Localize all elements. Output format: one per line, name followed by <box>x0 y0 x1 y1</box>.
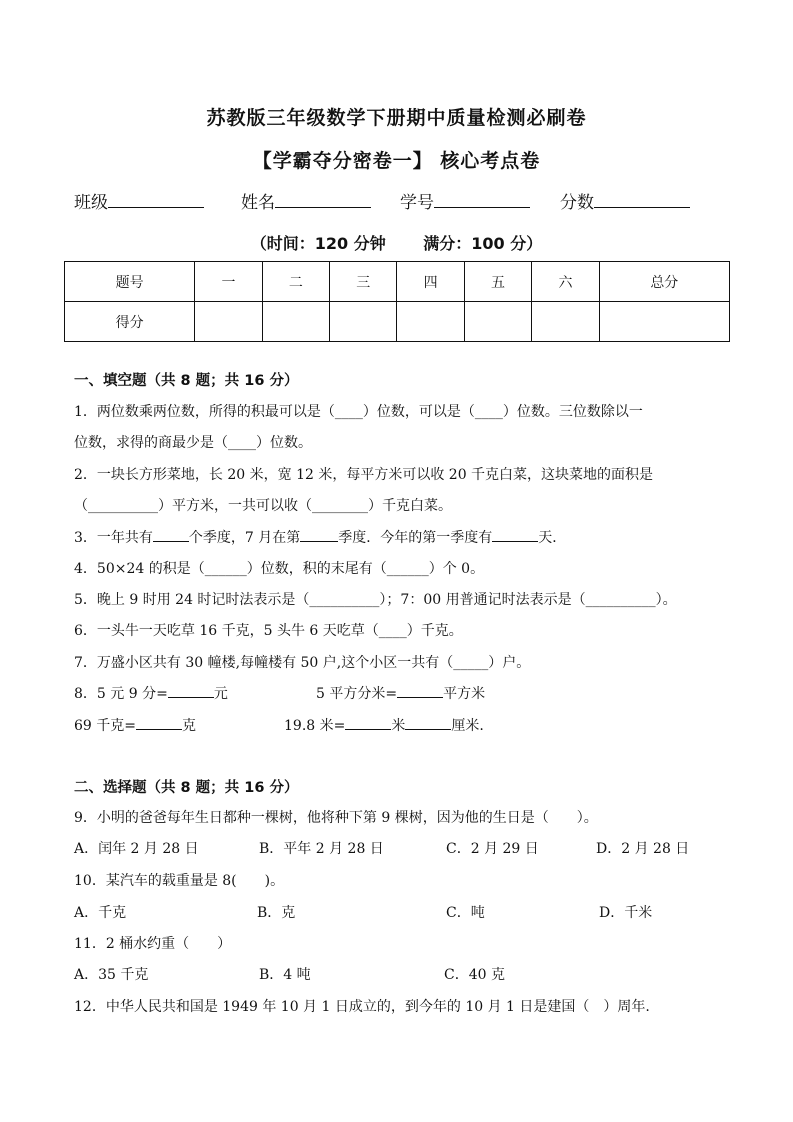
question-10: 10．某汽车的载重量是 8( )。 <box>74 873 285 889</box>
score-table <box>64 261 730 342</box>
q8-a-text: 8．5 元 9 分= <box>74 686 168 702</box>
question-2-line-1: 2．一块长方形菜地，长 20 米，宽 12 米，每平方米可以收 20 千克白菜，这块菜地的面积是 <box>74 467 654 483</box>
page-title: 苏教版三年级数学下册期中质量检测必刷卷 <box>206 107 587 129</box>
score-table-header: 二 <box>262 262 329 302</box>
q8-c-unit: 克 <box>182 718 196 734</box>
question-8-part-c <box>74 715 196 735</box>
answer-blank[interactable] <box>397 685 443 698</box>
question-3-part-b: 个季度，7 月在第 <box>188 530 301 546</box>
score-cell[interactable] <box>464 302 531 342</box>
question-3 <box>74 527 566 547</box>
page-subtitle: 【学霸夺分密卷一】 核心考点卷 <box>252 150 541 172</box>
score-table-header: 四 <box>397 262 464 302</box>
score-label: 分数 <box>560 193 594 213</box>
q11-option-c[interactable]: C．40 克 <box>444 967 505 983</box>
question-7: 7．万盛小区共有 30 幢楼,每幢楼有 50 户,这个小区一共有（_____）户。 <box>74 655 531 671</box>
id-field <box>400 188 530 213</box>
q9-option-a[interactable]: A．闰年 2 月 28 日 <box>74 841 199 857</box>
score-cell[interactable] <box>262 302 329 342</box>
score-table-header: 题号 <box>65 262 195 302</box>
question-3-part-c: 季度．今年的第一季度有 <box>338 530 493 546</box>
question-3-part-d: 天． <box>538 530 567 546</box>
score-cell[interactable] <box>195 302 262 342</box>
question-8-part-a <box>74 683 228 703</box>
score-blank[interactable] <box>594 191 690 208</box>
question-4: 4．50×24 的积是（______）位数，积的末尾有（______）个 0。 <box>74 561 485 577</box>
q10-option-d[interactable]: D．千米 <box>599 905 653 921</box>
section-2-heading: 二、选择题（共 8 题；共 16 分） <box>74 780 299 796</box>
question-2-line-2: （__________）平方米，一共可以收（________）千克白菜。 <box>74 498 452 514</box>
name-label: 姓名 <box>241 193 275 213</box>
q9-option-c[interactable]: C．2 月 29 日 <box>446 841 539 857</box>
q9-option-d[interactable]: D．2 月 28 日 <box>596 841 690 857</box>
section-1-heading: 一、填空题（共 8 题；共 16 分） <box>74 373 299 389</box>
q8-a-unit: 元 <box>213 686 228 702</box>
q8-b-unit: 平方米 <box>443 686 486 702</box>
score-table-header: 三 <box>330 262 397 302</box>
question-3-part-a: 3．一年共有 <box>74 530 153 546</box>
question-8-part-b <box>316 683 485 703</box>
score-table-score-row <box>65 302 730 342</box>
question-9: 9．小明的爸爸每年生日都种一棵树，他将种下第 9 棵树，因为他的生日是（ ）。 <box>74 810 598 826</box>
id-blank[interactable] <box>434 191 530 208</box>
question-6: 6．一头牛一天吃草 16 千克，5 头牛 6 天吃草（____）千克。 <box>74 623 463 639</box>
q11-option-b[interactable]: B．4 吨 <box>259 967 311 983</box>
score-row-label: 得分 <box>65 302 195 342</box>
answer-blank[interactable] <box>345 717 391 730</box>
score-cell[interactable] <box>330 302 397 342</box>
q10-option-a[interactable]: A．千克 <box>74 905 127 921</box>
question-1-line-1: 1．两位数乘两位数，所得的积最可以是（____）位数，可以是（____）位数。三位数除以一 <box>74 404 643 420</box>
answer-blank[interactable] <box>492 529 538 542</box>
q8-d-unit-1: 米 <box>391 718 406 734</box>
score-field <box>560 188 690 213</box>
id-label: 学号 <box>400 193 434 213</box>
class-blank[interactable] <box>108 191 204 208</box>
score-table-header: 六 <box>532 262 599 302</box>
score-table-header-row <box>65 262 730 302</box>
question-11: 11．2 桶水约重（ ） <box>74 936 232 952</box>
name-field <box>241 188 371 213</box>
q8-d-text: 19.8 米= <box>284 718 346 734</box>
answer-blank[interactable] <box>153 529 189 542</box>
question-5: 5．晚上 9 时用 24 时记时法表示是（__________）；7：00 用普通记时法表示是（__________）。 <box>74 592 677 608</box>
score-cell[interactable] <box>532 302 599 342</box>
q10-option-b[interactable]: B．克 <box>257 905 296 921</box>
q10-option-c[interactable]: C．吨 <box>446 905 485 921</box>
score-table-header: 总分 <box>599 262 729 302</box>
answer-blank[interactable] <box>136 717 182 730</box>
q8-c-text: 69 千克= <box>74 718 136 734</box>
q8-b-text: 5 平方分米= <box>316 686 398 702</box>
class-field <box>74 188 204 213</box>
answer-blank[interactable] <box>405 717 451 730</box>
time-info: （时间：120 分钟 满分：100 分） <box>250 234 543 253</box>
score-cell[interactable] <box>397 302 464 342</box>
q9-option-b[interactable]: B．平年 2 月 28 日 <box>259 841 384 857</box>
score-table-header: 五 <box>464 262 531 302</box>
score-table-header: 一 <box>195 262 262 302</box>
answer-blank[interactable] <box>300 529 338 542</box>
name-blank[interactable] <box>275 191 371 208</box>
q11-option-a[interactable]: A．35 千克 <box>74 967 149 983</box>
question-1-line-2: 位数，求得的商最少是（____）位数。 <box>74 435 312 451</box>
q8-d-unit-2: 厘米. <box>451 718 484 734</box>
question-8-part-d <box>284 715 484 735</box>
answer-blank[interactable] <box>168 685 214 698</box>
question-12: 12．中华人民共和国是 1949 年 10 月 1 日成立的，到今年的 10 月 1 日是建国（ ）周年. <box>74 999 650 1015</box>
score-cell[interactable] <box>599 302 729 342</box>
class-label: 班级 <box>74 193 108 213</box>
